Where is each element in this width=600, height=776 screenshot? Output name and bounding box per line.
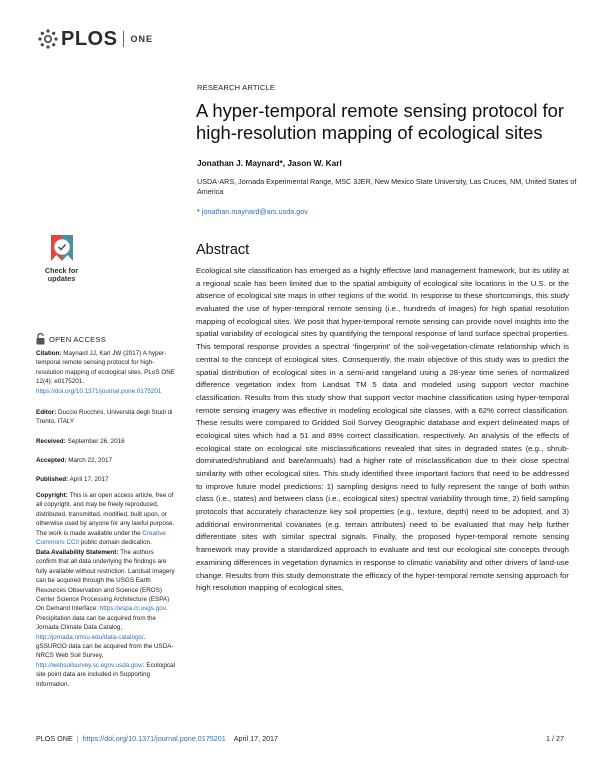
received-label: Received: [36, 438, 66, 445]
logo-subtitle: ONE [130, 34, 153, 44]
data-availability-text-3: . gSSURGO data can be acquired from the USDA-NRCS Web Soil Survey, [36, 633, 174, 660]
editor-block [36, 408, 176, 427]
email-link[interactable]: jonathan.maynard@ars.usda.gov [201, 207, 308, 216]
page-footer [36, 734, 278, 743]
accepted-block [36, 456, 176, 465]
open-access-label [36, 333, 106, 345]
logo-text: PLOS [61, 27, 118, 50]
bookmark-ribbon-icon [49, 234, 75, 264]
author-affiliation: USDA-ARS, Jornada Experimental Range, MSC 3JER, New Mexico State University, Las Cruces, NM, United States of America [197, 177, 577, 196]
data-availability-block [36, 548, 176, 689]
check-for-updates-badge[interactable] [36, 234, 87, 286]
abstract-body: Ecological site classification has emerged as a highly effective land management framework, but its utility at a regional scale has been limited due to the spatial ambiguity of ecological site locations in the U.S. or the absence of ecological site maps in other regions of the world. In response to these shortcomings, this study evaluated the use of hyper-temporal remote sensing (i.e., hundreds of images) for high spatial resolution mapping of ecological sites. We posit that hyper-temporal remote sensing can provide novel insights into the spatial variability of ecological sites by quantifying the temporal response of land surface spectral properties. This temporal response provides a spectral ‘fingerprint’ of the soil-vegetation-climate relationship which is central to the concept of ecological sites. Consequently, the main objective of this study was to predict the spatial distribution of ecological sites in a semi-arid rangeland using a 28-year time series of normalized difference vegetation index from Landsat TM 5 data and modeled using support vector machine classification. Results from this study show that support vector machine classification using hyper-temporal remote sensing imagery was effective in modeling ecological site classes, with a 62% correct classification. These results were compared to Gridded Soil Survey Geographic database and expert delineated maps of ecological sites which had a 51 and 89% correct classification, respectively. An analysis of the effects of ecological state on ecological site misclassifications revealed that sites in degraded states (e.g., shrub-dominated/shrubland and bare/annuals) had a higher rate of misclassification due to their close spectral similarity with other ecological sites. This study identified three important factors that need to be addressed to improve future model predictions: 1) sampling designs need to fully represent the range of both within class (i.e., states) and between class (i.e., ecological sites) spectral variability through time, 2) field sampling protocols that accurately characterize key soil properties (e.g., texture, depth) need to be adopted, and 3) additional environmental covariates (e.g. terrain attributes) need to be evaluated that may help further differentiate sites with similar spectral signals. Finally, the proposed hyper-temporal remote sensing framework may provide a standardized approach to evaluate and test our ecological site concepts through examining differences in vegetation dynamics in response to climatic variability and other drivers of land-use change. Results from this study demonstrate the efficacy of the hyper-temporal remote sensing approach for high resolution mapping of ecological sites, [196, 266, 569, 593]
copyright-block [36, 491, 176, 547]
received-date: September 26, 2016 [67, 438, 125, 445]
data-availability-text-1: The authors confirm that all data underlying the findings are fully available without restriction. Landsat imagery can be acquired through the USGS Earth Resources Observation and Science (EROS) Center Science Processing Architecture (ESPA) On Demand Interface: [36, 549, 175, 613]
published-label: Published: [36, 476, 69, 483]
check-for-updates-label: Check for updates [44, 266, 79, 283]
jornada-data-link[interactable]: http://jornada.nmsu.edu/data-catalogs/ [36, 633, 144, 641]
plos-logo-icon [37, 28, 59, 50]
copyright-tail: public domain dedication. [80, 539, 152, 547]
page-number: 1 / 27 [546, 734, 564, 743]
corresponding-email [197, 207, 308, 216]
open-lock-icon [36, 333, 45, 345]
abstract-heading: Abstract [196, 242, 250, 258]
email-marker: * [197, 207, 200, 216]
data-availability-text-4: . Ecological site point data are included in Supporting Information. [36, 661, 176, 688]
footer-separator: | [76, 734, 79, 743]
footer-doi-link[interactable]: https://doi.org/10.1371/journal.pone.0175201 [82, 734, 226, 743]
data-availability-text-2: . Precipitation data can be acquired from the Jornada Climate Data Catalog, [36, 605, 168, 632]
espa-link[interactable]: https://espa.cr.usgs.gov [99, 605, 166, 613]
data-availability-label: Data Availability Statement: [36, 549, 119, 556]
citation-doi-link[interactable]: https://doi.org/10.1371/journal.pone.0175201 [36, 387, 162, 395]
copyright-text: This is an open access article, free of all copyright, and may be freely reproduced, distributed, transmitted, modified, built upon, or otherwise used by anyone for any lawful purpose. The work is made available under the [36, 492, 175, 537]
open-access-text: OPEN ACCESS [49, 334, 107, 344]
citation-label: Citation: [36, 350, 62, 357]
citation-text: Maynard JJ, Karl JW (2017) A hyper-temporal remote sensing protocol for high-resolution mapping of ecological sites. PLoS ONE 12(4): e0175201. [36, 350, 175, 386]
article-title: A hyper-temporal remote sensing protocol for high-resolution mapping of ecological sites [196, 100, 564, 143]
logo-divider [123, 31, 124, 47]
received-block [36, 437, 176, 446]
article-type: RESEARCH ARTICLE [197, 83, 276, 92]
footer-journal: PLOS ONE [36, 734, 73, 743]
author-list: Jonathan J. Maynard*, Jason W. Karl [197, 158, 342, 168]
websoilsurvey-link[interactable]: http://websoilsurvey.sc.egov.usda.gov/ [36, 661, 143, 669]
editor-label: Editor: [36, 409, 57, 416]
editor-text: Duccio Rocchini, Università degli Studi di Trento, ITALY [36, 409, 173, 426]
published-date: April 17, 2017 [69, 476, 109, 483]
copyright-label: Copyright: [36, 492, 68, 499]
plos-one-logo[interactable] [37, 27, 153, 51]
accepted-label: Accepted: [36, 457, 67, 464]
cc0-license-link[interactable]: Creative Commons CC0 [36, 529, 166, 547]
published-block [36, 475, 176, 484]
accepted-date: March 22, 2017 [68, 457, 112, 464]
citation-block [36, 349, 176, 396]
footer-date: April 17, 2017 [233, 734, 279, 743]
